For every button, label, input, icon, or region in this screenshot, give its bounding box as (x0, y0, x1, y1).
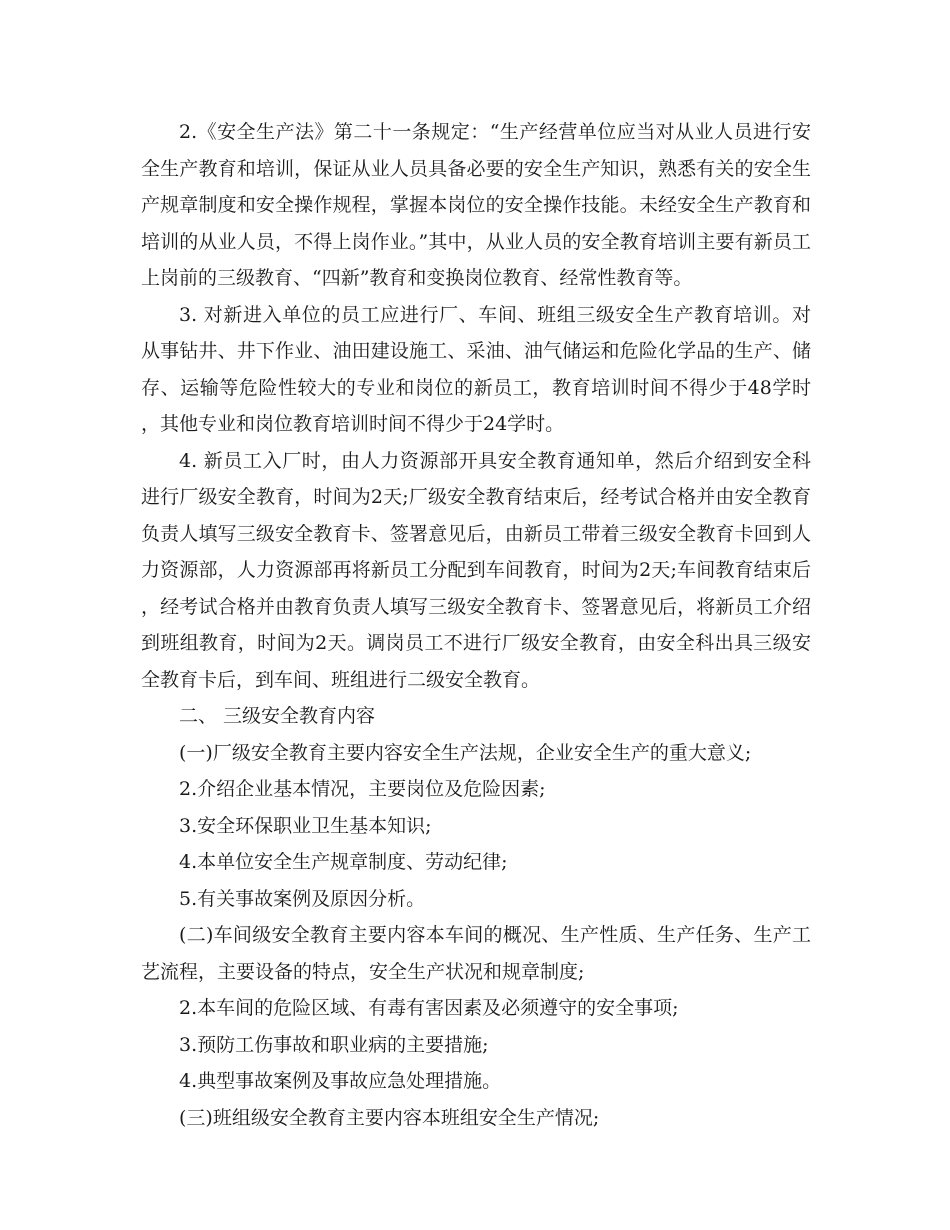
list-item-workshop-3: 3.预防工伤事故和职业病的主要措施; (179, 1033, 489, 1056)
paragraph-safety-law-article-21: 2.《安全生产法》第二十一条规定：“生产经营单位应当对从业人员进行安全生产教育和培训，保证从业人员具备必要的安全生产知识，熟悉有关的安全生产规章制度和安全操作规程，掌握本岗位的安全操作技能。未经安全生产教育和培训的从业人员，不得上岗作业。”其中，从业人员的安全教育培训主要有新员工上岗前的三级教育、“四新”教育和变换岗位教育、经常性教育等。 (141, 121, 811, 289)
document-body (141, 114, 811, 1136)
list-item-workshop-4: 4.典型事故案例及事故应急处理措施。 (179, 1070, 502, 1092)
list-item-factory-4: 4.本单位安全生产规章制度、劳动纪律; (179, 851, 508, 873)
paragraph-three-level-training: 3. 对新进入单位的员工应进行厂、车间、班组三级安全生产教育培训。对从事钻井、井下作业、油田建设施工、采油、油气储运和危险化学品的生产、储存、运输等危险性较大的专业和岗位的新员工，教育培训时间不得少于48学时，其他专业和岗位教育培训时间不得少于24学时。 (141, 303, 811, 435)
paragraph-team-level-education: (三)班组级安全教育主要内容本班组安全生产情况; (179, 1106, 600, 1129)
list-item-factory-5: 5.有关事故案例及原因分析。 (179, 887, 426, 910)
list-item-workshop-2: 2.本车间的危险区域、有毒有害因素及必须遵守的安全事项; (179, 997, 679, 1019)
list-item-factory-3: 3.安全环保职业卫生基本知识; (179, 814, 432, 837)
paragraph-factory-level-education: (一)厂级安全教育主要内容安全生产法规，企业安全生产的重大意义; (179, 741, 752, 764)
list-item-factory-2: 2.介绍企业基本情况，主要岗位及危险因素; (179, 778, 546, 800)
section-heading-education-content: 二、 三级安全教育内容 (179, 705, 376, 727)
paragraph-workshop-level-education: (二)车间级安全教育主要内容本车间的概况、生产性质、生产任务、生产工艺流程，主要设备的特点，安全生产状况和规章制度; (141, 924, 811, 983)
paragraph-new-employee-procedure: 4. 新员工入厂时，由人力资源部开具安全教育通知单，然后介绍到安全科进行厂级安全教育，时间为2天;厂级安全教育结束后，经考试合格并由安全教育负责人填写三级安全教育卡、签署意见后，由新员工带着三级安全教育卡回到人力资源部，人力资源部再将新员工分配到车间教育，时间为2天;车间教育结束后，经考试合格并由教育负责人填写三级安全教育卡、签署意见后，将新员工介绍到班组教育，时间为2天。调岗员工不进行厂级安全教育，由安全科出具三级安全教育卡后，到车间、班组进行二级安全教育。 (141, 449, 811, 691)
